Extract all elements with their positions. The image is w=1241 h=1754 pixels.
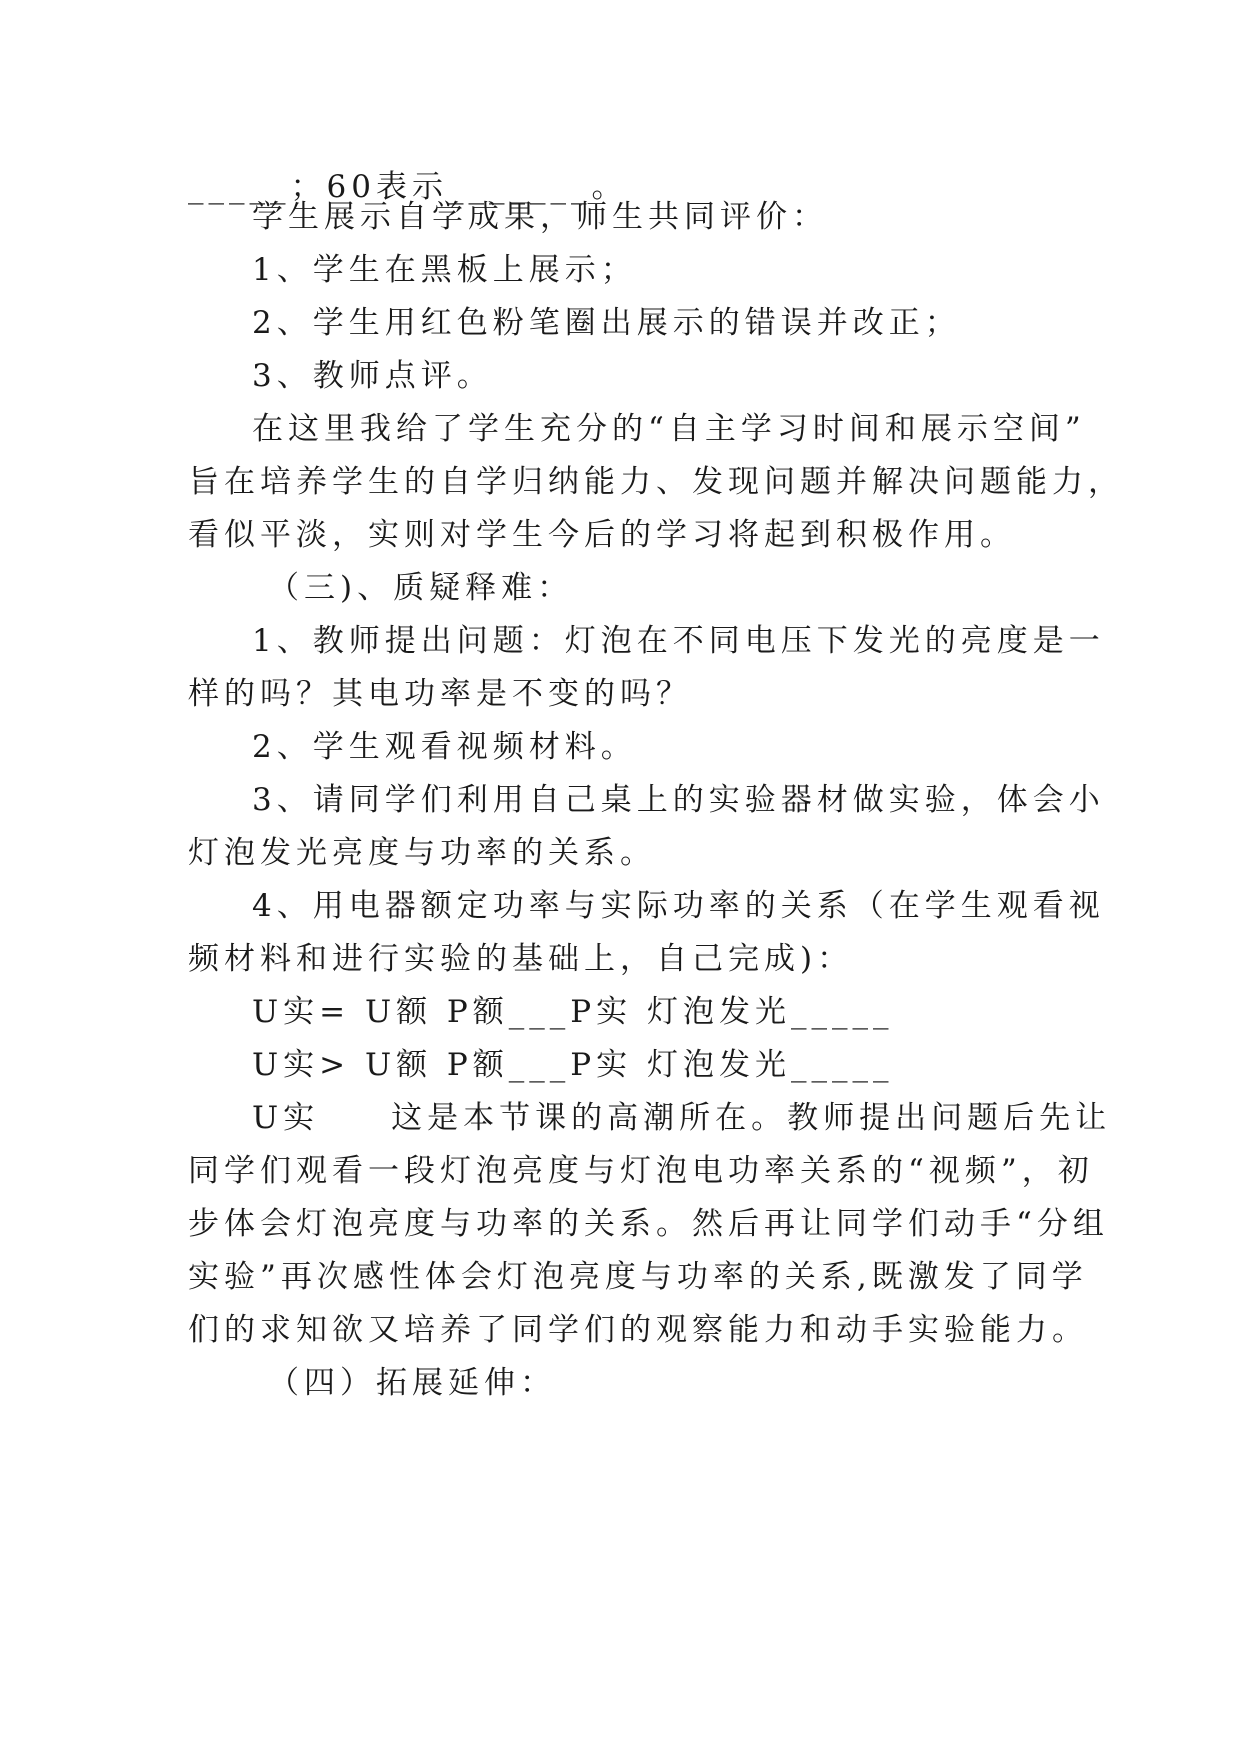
text-line: 频材料和进行实验的基础上，自己完成)：	[188, 941, 854, 977]
section-heading: （三)、质疑释难：	[268, 570, 574, 606]
text-line: 3、请同学们利用自己桌上的实验器材做实验，体会小	[252, 782, 1105, 818]
text-line: 3、教师点评。	[252, 358, 493, 394]
text-line: 看似平淡，实则对学生今后的学习将起到积极作用。	[188, 517, 1016, 553]
text-line: 4、用电器额定功率与实际功率的关系（在学生观看视	[252, 888, 1105, 924]
text-line: 们的求知欲又培养了同学们的观察能力和动手实验能力。	[188, 1312, 1088, 1348]
text-line: 同学们观看一段灯泡亮度与灯泡电功率关系的“视频”，初	[188, 1153, 1094, 1189]
text-line: 在这里我给了学生充分的“自主学习时间和展示空间”	[252, 411, 1086, 447]
text-line: 学生展示自学成果，师生共同评价：	[252, 199, 828, 235]
text-line: U实 这是本节课的高潮所在。教师提出问题后先让	[252, 1100, 1112, 1136]
formula-line: U实> U额 P额___P实 灯泡发光_____	[252, 1047, 894, 1083]
text-line: 1、学生在黑板上展示；	[252, 252, 637, 288]
text-line: 旨在培养学生的自学归纳能力、发现问题并解决问题能力，	[188, 464, 1124, 500]
formula-line: U实= U额 P额___P实 灯泡发光_____	[252, 994, 894, 1030]
text-line: 灯泡发光亮度与功率的关系。	[188, 835, 656, 871]
text-line: 步体会灯泡亮度与功率的关系。然后再让同学们动手“分组	[188, 1206, 1109, 1242]
text-line: 样的吗？其电功率是不变的吗？	[188, 676, 692, 712]
text-line: 2、学生观看视频材料。	[252, 729, 637, 765]
section-heading: （四）拓展延伸：	[268, 1365, 556, 1401]
text-line: 2、学生用红色粉笔圈出展示的错误并改正；	[252, 305, 961, 341]
text-line: 实验”再次感性体会灯泡亮度与功率的关系,既激发了同学	[188, 1259, 1088, 1295]
text-line: _____；60表示_______。	[188, 169, 628, 205]
text-line: 1、教师提出问题：灯泡在不同电压下发光的亮度是一	[252, 623, 1105, 659]
